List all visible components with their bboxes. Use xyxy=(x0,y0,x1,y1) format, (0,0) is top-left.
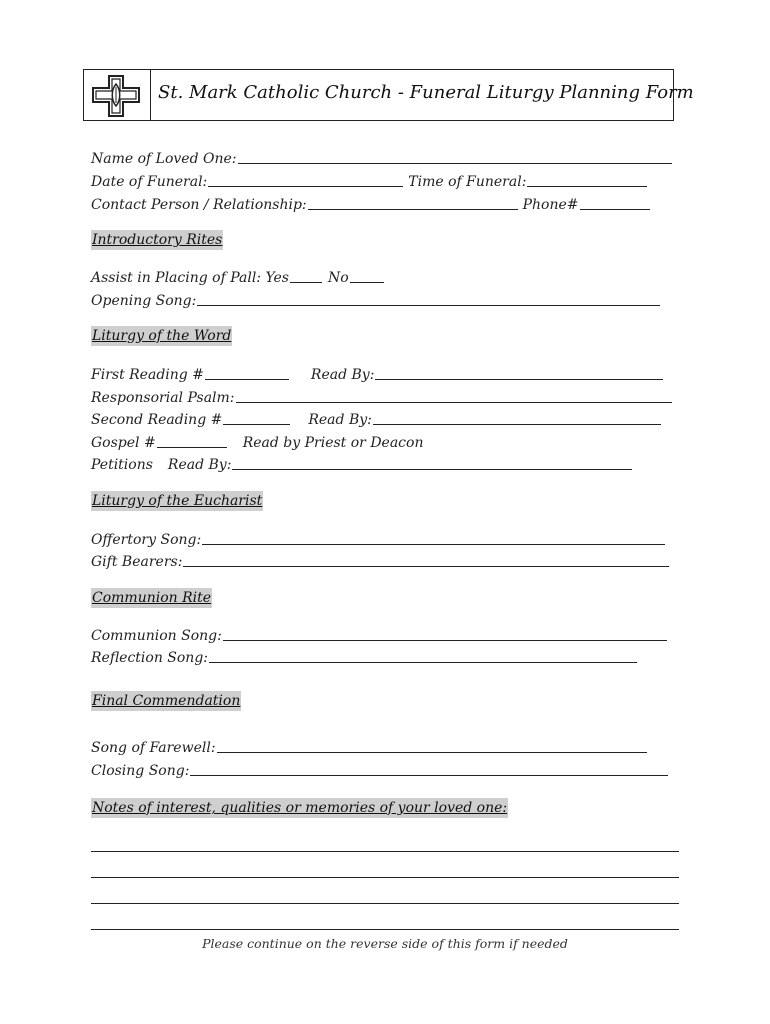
first-read-by-field[interactable] xyxy=(375,364,663,380)
contact-field[interactable] xyxy=(308,194,518,210)
section-notes: Notes of interest, qualities or memories of your loved one: xyxy=(92,800,508,816)
first-reading-row xyxy=(91,363,663,383)
date-time-row xyxy=(91,170,647,190)
communion-song-row xyxy=(91,624,667,644)
first-read-by-label: Read By: xyxy=(310,367,375,383)
notes-line-1[interactable] xyxy=(91,851,679,852)
gift-bearers-label: Gift Bearers: xyxy=(91,554,183,570)
farewell-row xyxy=(91,736,647,756)
offertory-row xyxy=(91,528,665,548)
closing-song-field[interactable] xyxy=(190,760,668,776)
contact-label: Contact Person / Relationship: xyxy=(91,197,307,213)
pall-yes-field[interactable] xyxy=(290,267,322,283)
notes-line-3[interactable] xyxy=(91,903,679,904)
church-logo xyxy=(84,70,151,120)
closing-song-row xyxy=(91,759,668,779)
gospel-row xyxy=(91,431,424,451)
gospel-label: Gospel # xyxy=(91,435,156,451)
gift-bearers-field[interactable] xyxy=(183,551,669,567)
notes-line-2[interactable] xyxy=(91,877,679,878)
psalm-field[interactable] xyxy=(236,387,672,403)
name-field[interactable] xyxy=(238,148,672,164)
date-field[interactable] xyxy=(208,171,403,187)
second-read-by-label: Read By: xyxy=(308,412,372,428)
date-label: Date of Funeral: xyxy=(91,174,208,190)
second-reading-label: Second Reading # xyxy=(91,412,223,428)
gospel-read-by-label: Read by Priest or Deacon xyxy=(242,435,424,451)
section-liturgy-of-the-word: Liturgy of the Word xyxy=(92,328,232,344)
first-reading-label: First Reading # xyxy=(91,367,204,383)
reflection-song-field[interactable] xyxy=(209,647,637,663)
offertory-label: Offertory Song: xyxy=(91,532,202,548)
section-liturgy-of-the-eucharist: Liturgy of the Eucharist xyxy=(92,493,263,509)
phone-field[interactable] xyxy=(580,194,650,210)
petitions-field[interactable] xyxy=(232,454,632,470)
footer-note: Please continue on the reverse side of this form if needed xyxy=(202,936,568,951)
section-final-commendation: Final Commendation xyxy=(92,693,241,709)
phone-label: Phone# xyxy=(522,197,579,213)
opening-song-field[interactable] xyxy=(197,290,660,306)
communion-song-label: Communion Song: xyxy=(91,628,222,644)
opening-song-row xyxy=(91,289,660,309)
section-communion-rite: Communion Rite xyxy=(92,590,212,606)
name-label: Name of Loved One: xyxy=(91,151,237,167)
second-reading-row xyxy=(91,408,661,428)
petitions-label: Petitions xyxy=(91,457,153,473)
gift-bearers-row xyxy=(91,550,669,570)
communion-song-field[interactable] xyxy=(223,625,667,641)
petitions-row xyxy=(91,453,632,473)
closing-song-label: Closing Song: xyxy=(91,763,190,779)
psalm-label: Responsorial Psalm: xyxy=(91,390,235,406)
form-title: St. Mark Catholic Church - Funeral Liturgy Planning Form xyxy=(158,82,694,103)
section-introductory-rites: Introductory Rites xyxy=(92,232,223,248)
second-reading-field[interactable] xyxy=(223,409,290,425)
time-field[interactable] xyxy=(527,171,647,187)
name-row xyxy=(91,147,672,167)
petitions-read-by-label: Read By: xyxy=(167,457,232,473)
pall-label: Assist in Placing of Pall: Yes xyxy=(91,270,289,286)
psalm-row xyxy=(91,386,672,406)
first-reading-field[interactable] xyxy=(205,364,289,380)
pall-no-label: No xyxy=(327,270,349,286)
pall-no-field[interactable] xyxy=(350,267,384,283)
time-label: Time of Funeral: xyxy=(408,174,527,190)
opening-song-label: Opening Song: xyxy=(91,293,197,309)
notes-line-4[interactable] xyxy=(91,929,679,930)
contact-row xyxy=(91,193,650,213)
offertory-field[interactable] xyxy=(202,529,665,545)
cross-icon xyxy=(89,72,145,118)
form-header xyxy=(83,69,694,121)
gospel-field[interactable] xyxy=(157,432,227,448)
second-read-by-field[interactable] xyxy=(373,409,661,425)
pall-row xyxy=(91,266,384,286)
farewell-label: Song of Farewell: xyxy=(91,740,216,756)
reflection-song-row xyxy=(91,646,637,666)
farewell-field[interactable] xyxy=(217,737,647,753)
reflection-song-label: Reflection Song: xyxy=(91,650,209,666)
